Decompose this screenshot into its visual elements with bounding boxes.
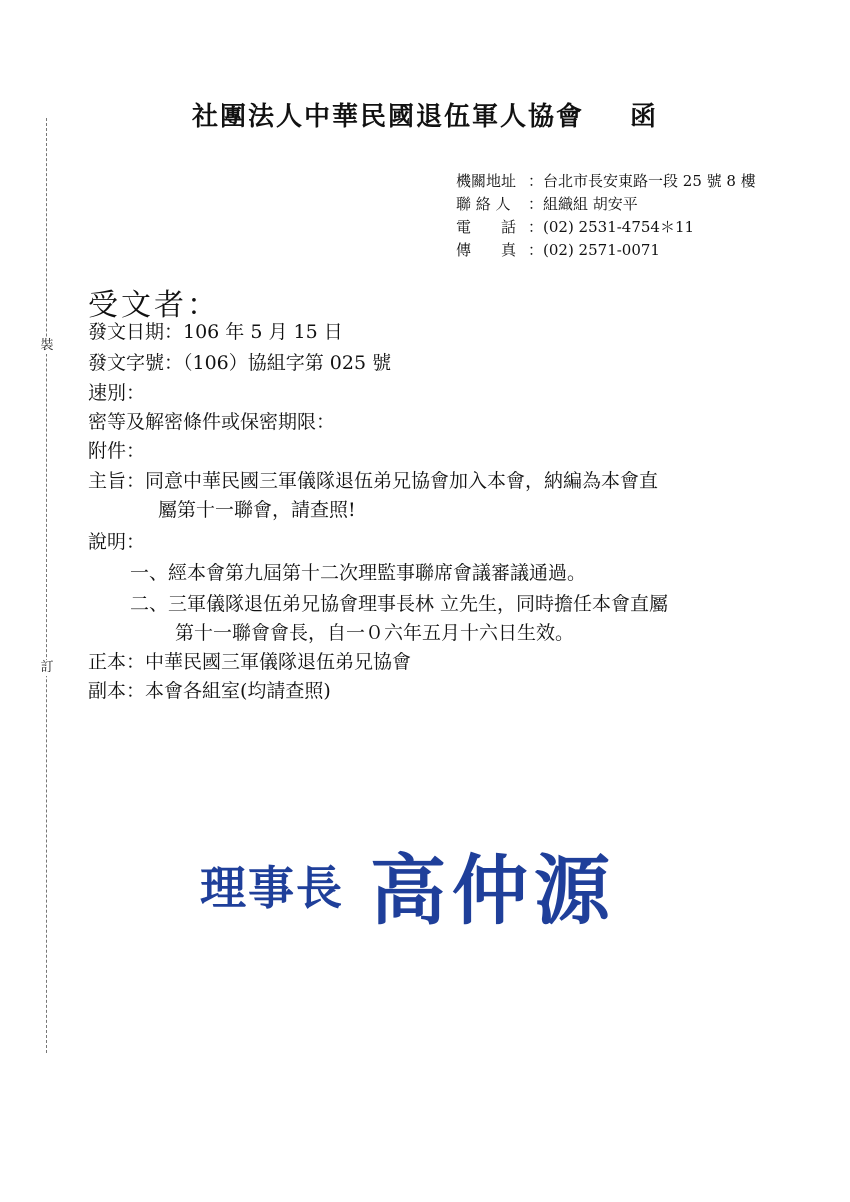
- contact-block: [456, 170, 756, 262]
- document-title: [0, 96, 850, 133]
- explanation-item-2-line-1: 二、三軍儀隊退伍弟兄協會理事長林 立先生，同時擔任本會直屬: [130, 593, 669, 615]
- organization-name: 社團法人中華民國退伍軍人協會: [191, 102, 584, 132]
- speed-classification: 速別：: [88, 382, 146, 404]
- document-type: 函: [630, 102, 659, 132]
- issue-date: 發文日期：106 年 5 月 15 日: [88, 321, 343, 343]
- security-classification: 密等及解密條件或保密期限：: [88, 411, 336, 433]
- binding-mark-top: 裝: [40, 338, 54, 353]
- explanation-label: 說明：: [88, 531, 146, 553]
- document-number: 發文字號：（106）協組字第 025 號: [88, 352, 392, 374]
- subject-line-2: 屬第十一聯會，請查照!: [158, 499, 356, 521]
- contact-fax: 傳 真 ：(02) 2571-0071: [456, 241, 660, 259]
- signature-name: 高仲源: [370, 846, 616, 935]
- contact-phone: 電 話 ：(02) 2531-4754＊11: [456, 218, 695, 236]
- signature-stamp: [200, 830, 616, 939]
- signature-title: 理事長: [200, 860, 344, 915]
- distribution-copy: 副本：本會各組室(均請查照): [88, 680, 331, 702]
- binding-line: [46, 118, 47, 1053]
- distribution-original: 正本：中華民國三軍儀隊退伍弟兄協會: [88, 651, 412, 673]
- recipient-label: 受文者：: [88, 288, 220, 323]
- explanation-item-2-line-2: 第十一聯會會長，自一０六年五月十六日生效。: [175, 622, 575, 644]
- binding-mark-bottom: 訂: [40, 660, 54, 675]
- contact-person: 聯 絡 人 ：組織組 胡安平: [456, 195, 638, 213]
- contact-address: 機關地址 ：台北市長安東路一段 25 號 8 樓: [456, 172, 756, 190]
- subject-line-1: 主旨：同意中華民國三軍儀隊退伍弟兄協會加入本會，納編為本會直: [88, 470, 659, 492]
- explanation-item-1: 一、經本會第九屆第十二次理監事聯席會議審議通過。: [130, 562, 587, 584]
- attachments: 附件：: [88, 440, 146, 462]
